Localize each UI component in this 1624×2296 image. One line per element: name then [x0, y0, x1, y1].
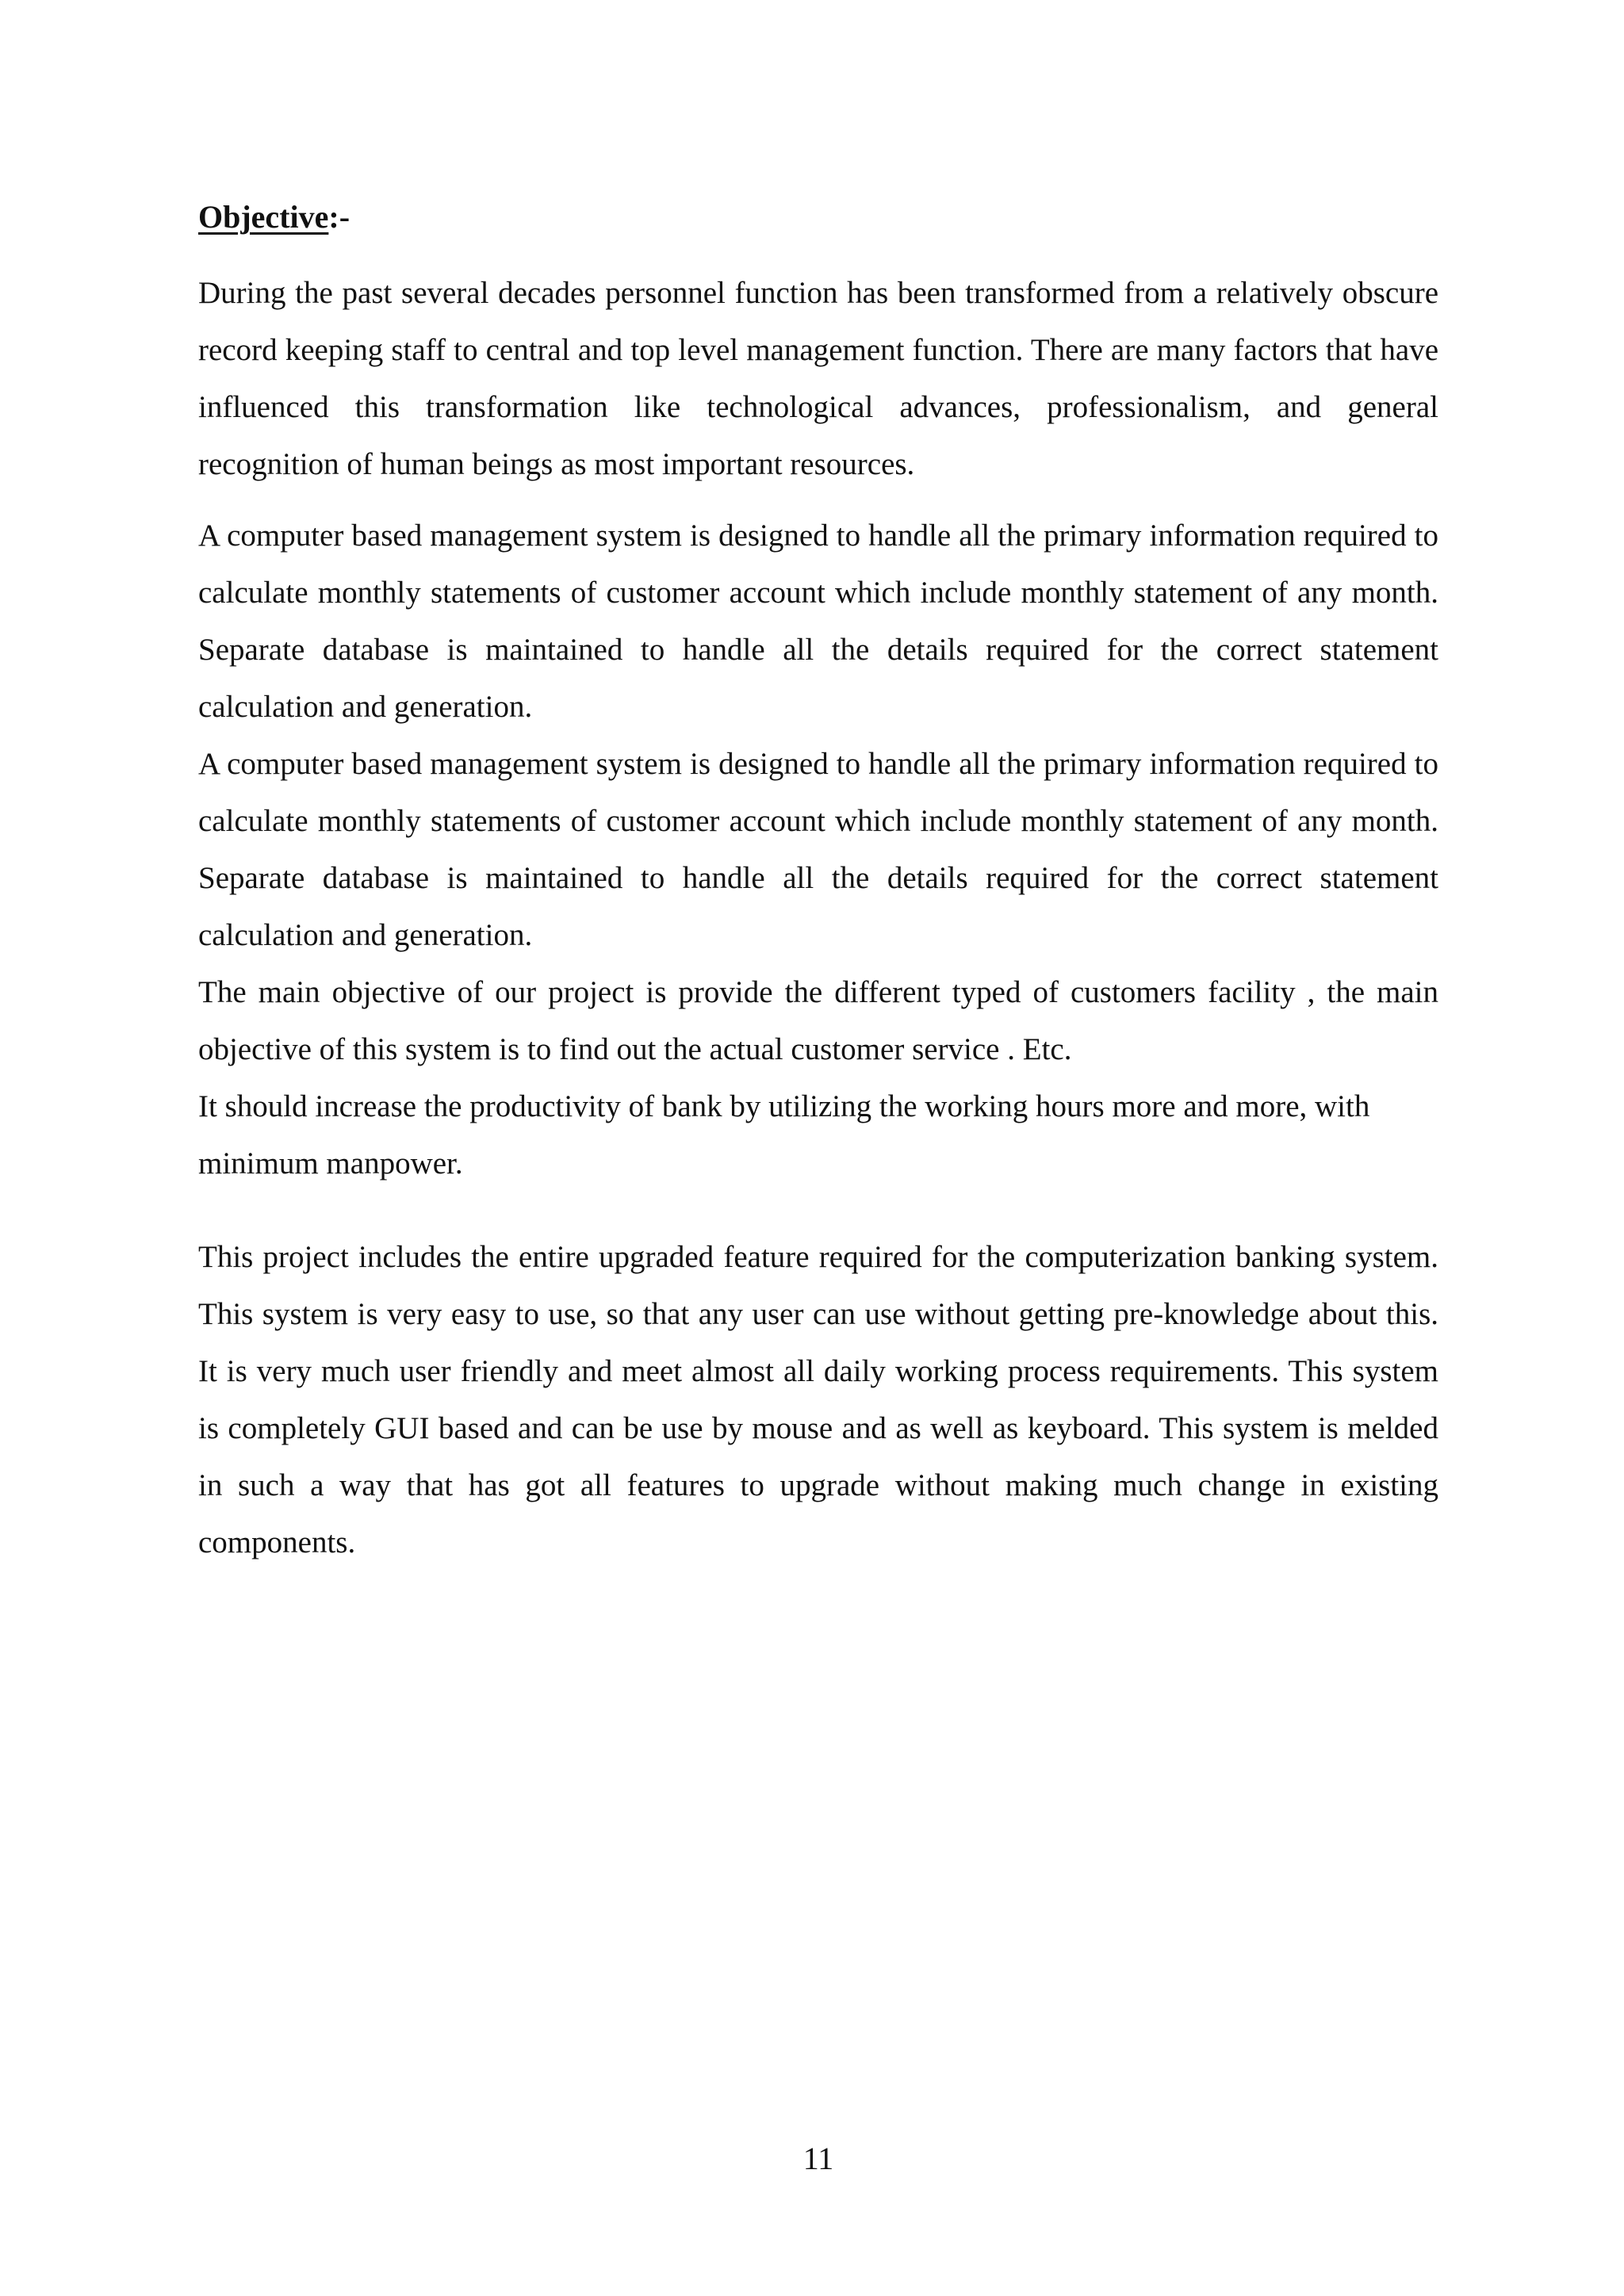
paragraph-management-system: A computer based management system is designed to handle all the primary information required to calculate monthly statements of customer account which include monthly statement of any month. Separate database is maintained to handle all the details required for the correct statement calculation and generation.: [198, 519, 1438, 724]
section-heading-title: Objective: [198, 199, 329, 235]
document-page: [198, 0, 1438, 2296]
paragraph-main-objective: The main objective of our project is provide the different typed of customers facility , the main objective of this system is to find out the actual customer service . Etc.: [198, 975, 1438, 1066]
section-heading: [198, 197, 350, 238]
page-number: 11: [802, 2141, 834, 2176]
paragraph-personnel-function: During the past several decades personnel function has been transformed from a relatively obscure record keeping staff to central and top level management function. There are many factors that have influenced this transformation like technological advances, professionalism, and general recognition of human beings as most important resources.: [198, 276, 1438, 481]
section-heading-suffix: :-: [328, 199, 350, 235]
paragraph-management-system-repeat: A computer based management system is designed to handle all the primary information required to calculate monthly statements of customer account which include monthly statement of any month. Separate database is maintained to handle all the details required for the correct statement calculation and generation.: [198, 747, 1438, 952]
paragraph-project-features: This project includes the entire upgraded feature required for the computerization banking system. This system is very easy to use, so that any user can use without getting pre-knowledge about this. It is very much user friendly and meet almost all daily working process requirements. This system is completely GUI based and can be use by mouse and as well as keyboard. This system is melded in such a way that has got all features to upgrade without making much change in existing components.: [198, 1240, 1438, 1559]
paragraph-productivity: It should increase the productivity of bank by utilizing the working hours more and more, with minimum manpower.: [198, 1089, 1370, 1181]
